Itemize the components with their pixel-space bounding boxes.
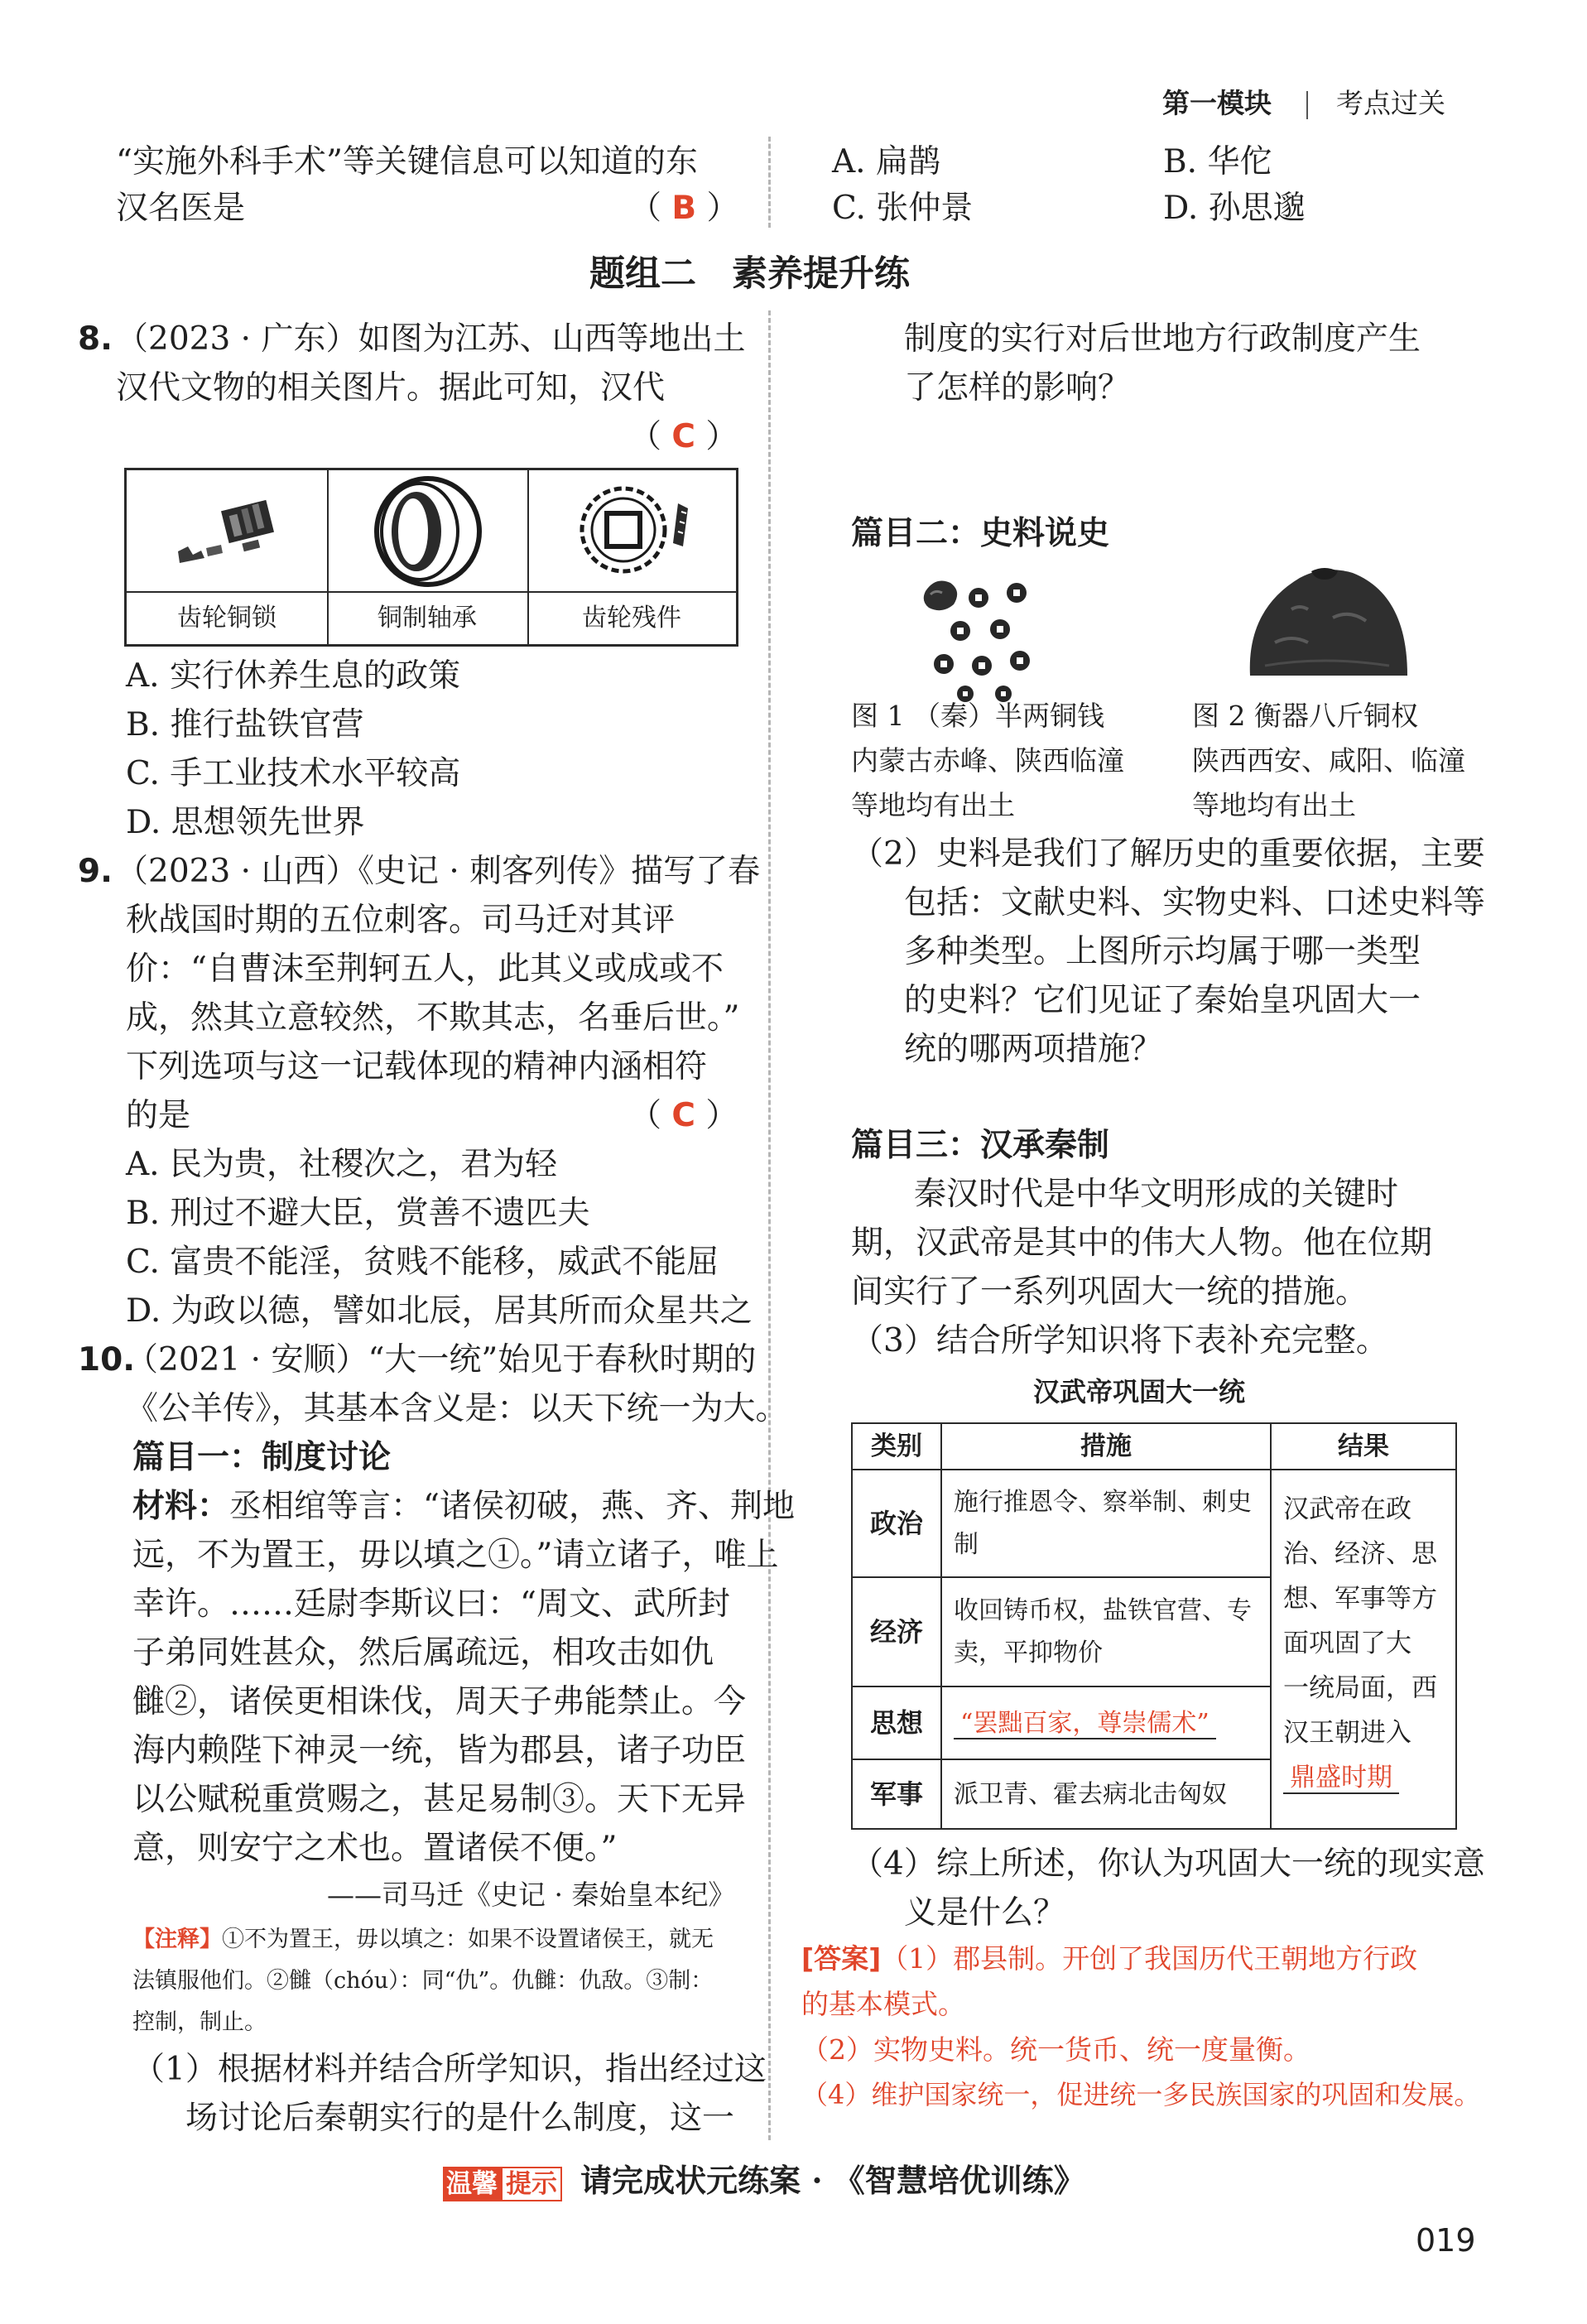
table-cell-measure: 派卫青、霍去病北击匈奴: [941, 1759, 1271, 1829]
bearing-image: [327, 470, 527, 591]
footer-text: 请完成状元练案 · 《智慧培优训练》: [580, 2162, 1085, 2199]
material-line6: 海内赖陛下神灵一统，皆为郡县，诸子功臣: [132, 1732, 747, 1769]
artifact-bearing: [327, 470, 529, 644]
fig2-caption-line3: 等地均有出土: [1192, 789, 1356, 821]
group-title: 题组二 素养提升练: [589, 253, 910, 295]
result-line: 想、军事等方: [1283, 1584, 1437, 1614]
q10-sub2-line5: 统的哪两项措施？: [904, 1031, 1163, 1068]
note-line3: 控制，制止。: [132, 2009, 267, 2035]
table-header-result: 结果: [1271, 1423, 1456, 1470]
result-line: 治、经济、思: [1283, 1539, 1437, 1569]
q8-option-c: C. 手工业技术水平较高: [126, 755, 461, 792]
q10-sub2-line2: 包括：文献史料、实物史料、口述史料等: [904, 884, 1486, 921]
artifact-label-gear-lock: 齿轮铜锁: [127, 591, 327, 646]
q8-number: 8.: [78, 320, 113, 358]
result-line: 汉武帝在政: [1283, 1494, 1411, 1524]
artifact-gear-part: [527, 470, 736, 644]
note-line2: 法镇服他们。②雠（chóu）：同“仇”。仇雠：仇敌。③制：: [132, 1968, 714, 1994]
answer-line4: （4）维护国家统一，促进统一多民族国家的巩固和发展。: [801, 2079, 1481, 2110]
q9-text-line2: 秋战国时期的五位刺客。司马迁对其评: [126, 902, 676, 939]
q10-sub2-line1: （2）史料是我们了解历史的重要依据，主要: [851, 835, 1485, 873]
note-line1: 【注释】①不为置王，毋以填之：如果不设置诸侯王，就无: [132, 1927, 714, 1952]
q10-text-line1: （2021 · 安顺）“大一统”始见于春秋时期的: [126, 1341, 757, 1379]
q9-number: 9.: [78, 853, 113, 890]
q10-sub1-line2: 场讨论后秦朝实行的是什么制度，这一: [185, 2100, 735, 2137]
q8-option-a: A. 实行休养生息的政策: [126, 657, 460, 695]
q9-answer: （ C ）: [629, 1097, 738, 1134]
result-answer-fill: 鼎盛时期: [1283, 1763, 1399, 1794]
han-wudi-table: [851, 1422, 1457, 1830]
bronze-weight-image: [1242, 560, 1416, 684]
artifact-label-bearing: 铜制轴承: [327, 591, 527, 646]
material-line7: 以公赋税重赏赐之，甚足易制③。天下无异: [132, 1781, 747, 1818]
thought-answer-fill: “罢黜百家，尊崇儒术”: [954, 1709, 1216, 1739]
q10-sub1-line4: 了怎样的影响？: [904, 369, 1131, 407]
fig1-caption-line1: 图 1 （秦）半两铜钱: [851, 700, 1104, 732]
answer-line2: 的基本模式。: [801, 1988, 965, 2020]
material-line1: 材料：丞相绾等言：“诸侯初破，燕、齐、荆地: [132, 1488, 795, 1525]
header-divider: [1306, 91, 1308, 119]
table-cell-category: 思想: [852, 1686, 941, 1759]
table-cell-category: 政治: [852, 1470, 941, 1577]
column-divider-top: [768, 137, 771, 228]
table-header-measure: 措施: [941, 1423, 1271, 1470]
answer-line3: （2）实物史料。统一货币、统一度量衡。: [801, 2033, 1310, 2066]
material-line5: 雠②，诸侯更相诛伐，周天子弗能禁止。今: [132, 1683, 747, 1720]
q10-text-line2: 《公羊传》，其基本含义是：以天下统一为大。: [126, 1390, 788, 1427]
q10-sub4-line2: 义是什么？: [904, 1894, 1066, 1932]
q8-artifact-figure: [124, 468, 738, 647]
q7-text-line1: “实施外科手术”等关键信息可以知道的东: [116, 143, 698, 180]
table-cell-category: 军事: [852, 1759, 941, 1829]
part3-text-line1: 秦汉时代是中华文明形成的关键时: [914, 1176, 1399, 1213]
page-number: 019: [1416, 2222, 1476, 2259]
q9-option-d: D. 为政以德，譬如北辰，居其所而众星共之: [126, 1292, 753, 1330]
table-cell-measure: 施行推恩令、察举制、刺史制: [941, 1470, 1271, 1577]
q10-sub1-line1: （1）根据材料并结合所学知识，指出经过这: [132, 2051, 767, 2088]
gear-part-image: [527, 470, 736, 591]
table-cell-result: [1271, 1470, 1456, 1829]
table-title: 汉武帝巩固大一统: [1033, 1376, 1246, 1407]
part1-title: 篇目一：制度讨论: [132, 1439, 392, 1476]
q9-option-b: B. 刑过不避大臣，赏善不遗匹夫: [126, 1195, 590, 1232]
q9-text-line1: （2023 · 山西）《史记 · 刺客列传》描写了春: [116, 853, 761, 890]
tip-label-warm: 温馨: [443, 2167, 501, 2201]
fig1-caption-line3: 等地均有出土: [851, 789, 1015, 821]
q10-sub1-line3: 制度的实行对后世地方行政制度产生: [904, 320, 1421, 358]
artifact-gear-lock: [127, 470, 329, 644]
part3-text-line2: 期，汉武帝是其中的伟大人物。他在位期: [851, 1225, 1433, 1262]
q9-option-c: C. 富贵不能淫，贫贱不能移，威武不能屈: [126, 1244, 719, 1281]
q7-option-c: C. 张仲景: [832, 190, 974, 227]
q8-text-line1: （2023 · 广东）如图为江苏、山西等地出土: [116, 320, 746, 358]
section-label: 考点过关: [1336, 87, 1445, 119]
table-cell-measure: 收回铸币权，盐铁官营、专卖，平抑物价: [941, 1577, 1271, 1686]
material-source: ——司马迁《史记 · 秦始皇本纪》: [327, 1879, 736, 1911]
part2-title: 篇目二：史料说史: [851, 515, 1110, 552]
table-header-row: [852, 1423, 1456, 1470]
q8-option-d: D. 思想领先世界: [126, 804, 365, 841]
q7-text-line2: 汉名医是: [116, 190, 246, 227]
result-fill-wrapper: [1283, 1755, 1444, 1800]
table-cell-measure-fill: [941, 1686, 1271, 1759]
q8-answer: （ C ）: [629, 418, 738, 455]
q10-sub2-line3: 多种类型。上图所示均属于哪一类型: [904, 933, 1421, 970]
q7-answer: （ B ）: [629, 190, 739, 227]
part3-text-line3: 间实行了一系列巩固大一统的措施。: [851, 1273, 1368, 1311]
q9-text-line3: 价：“自曹沫至荆轲五人，此其义或成或不: [126, 950, 724, 988]
q8-option-b: B. 推行盐铁官营: [126, 706, 364, 743]
result-line: 汉王朝进入: [1283, 1718, 1411, 1748]
table-row: [852, 1470, 1456, 1577]
table-cell-category: 经济: [852, 1577, 941, 1686]
q10-sub3-line: （3）结合所学知识将下表补充完整。: [851, 1322, 1388, 1359]
q10-sub4-line1: （4）综上所述，你认为巩固大一统的现实意: [851, 1845, 1485, 1883]
fig2-caption-line2: 陕西西安、咸阳、临潼: [1192, 744, 1465, 777]
table-header-category: 类别: [852, 1423, 941, 1470]
q7-option-b: B. 华佗: [1163, 143, 1272, 180]
material-line4: 子弟同姓甚众，然后属疏远，相攻击如仇: [132, 1634, 714, 1672]
gear-lock-image: [127, 470, 327, 591]
tip-label-hint: 提示: [501, 2167, 562, 2201]
q9-text-line5: 下列选项与这一记载体现的精神内涵相符: [126, 1048, 708, 1085]
footer-tip: [443, 2158, 1085, 2204]
fig1-caption-line2: 内蒙古赤峰、陕西临潼: [851, 744, 1124, 777]
material-line2: 远，不为置王，毋以填之①。”请立诸子，唯上: [132, 1537, 779, 1574]
q7-option-d: D. 孙思邈: [1163, 190, 1306, 227]
material-line8: 意，则安宁之术也。置诸侯不便。”: [132, 1830, 618, 1867]
answer-line1: [答案]（1）郡县制。开创了我国历代王朝地方行政: [801, 1942, 1418, 1975]
q9-text-line4: 成，然其立意较然，不欺其志，名垂后世。”: [126, 999, 740, 1037]
part3-title: 篇目三：汉承秦制: [851, 1127, 1110, 1164]
q8-text-line2: 汉代文物的相关图片。据此可知，汉代: [116, 369, 666, 407]
material-line3: 幸许。……廷尉李斯议曰：“周文、武所封: [132, 1585, 730, 1623]
artifact-label-gear-part: 齿轮残件: [527, 591, 736, 646]
q9-text-line6: 的是: [126, 1097, 191, 1134]
module-label: 第一模块: [1162, 87, 1272, 119]
q7-option-a: A. 扁鹊: [832, 143, 940, 180]
result-line: 面巩固了大: [1283, 1629, 1411, 1658]
result-line: 一统局面，西: [1283, 1673, 1437, 1703]
column-divider-main: [768, 310, 771, 2140]
q10-sub2-line4: 的史料？它们见证了秦始皇巩固大一: [904, 982, 1421, 1019]
half-liang-coins-image: [911, 563, 1060, 704]
q9-option-a: A. 民为贵，社稷次之，君为轻: [126, 1146, 557, 1183]
q10-number: 10.: [78, 1341, 136, 1379]
fig2-caption-line1: 图 2 衡器八斤铜权: [1192, 700, 1418, 732]
